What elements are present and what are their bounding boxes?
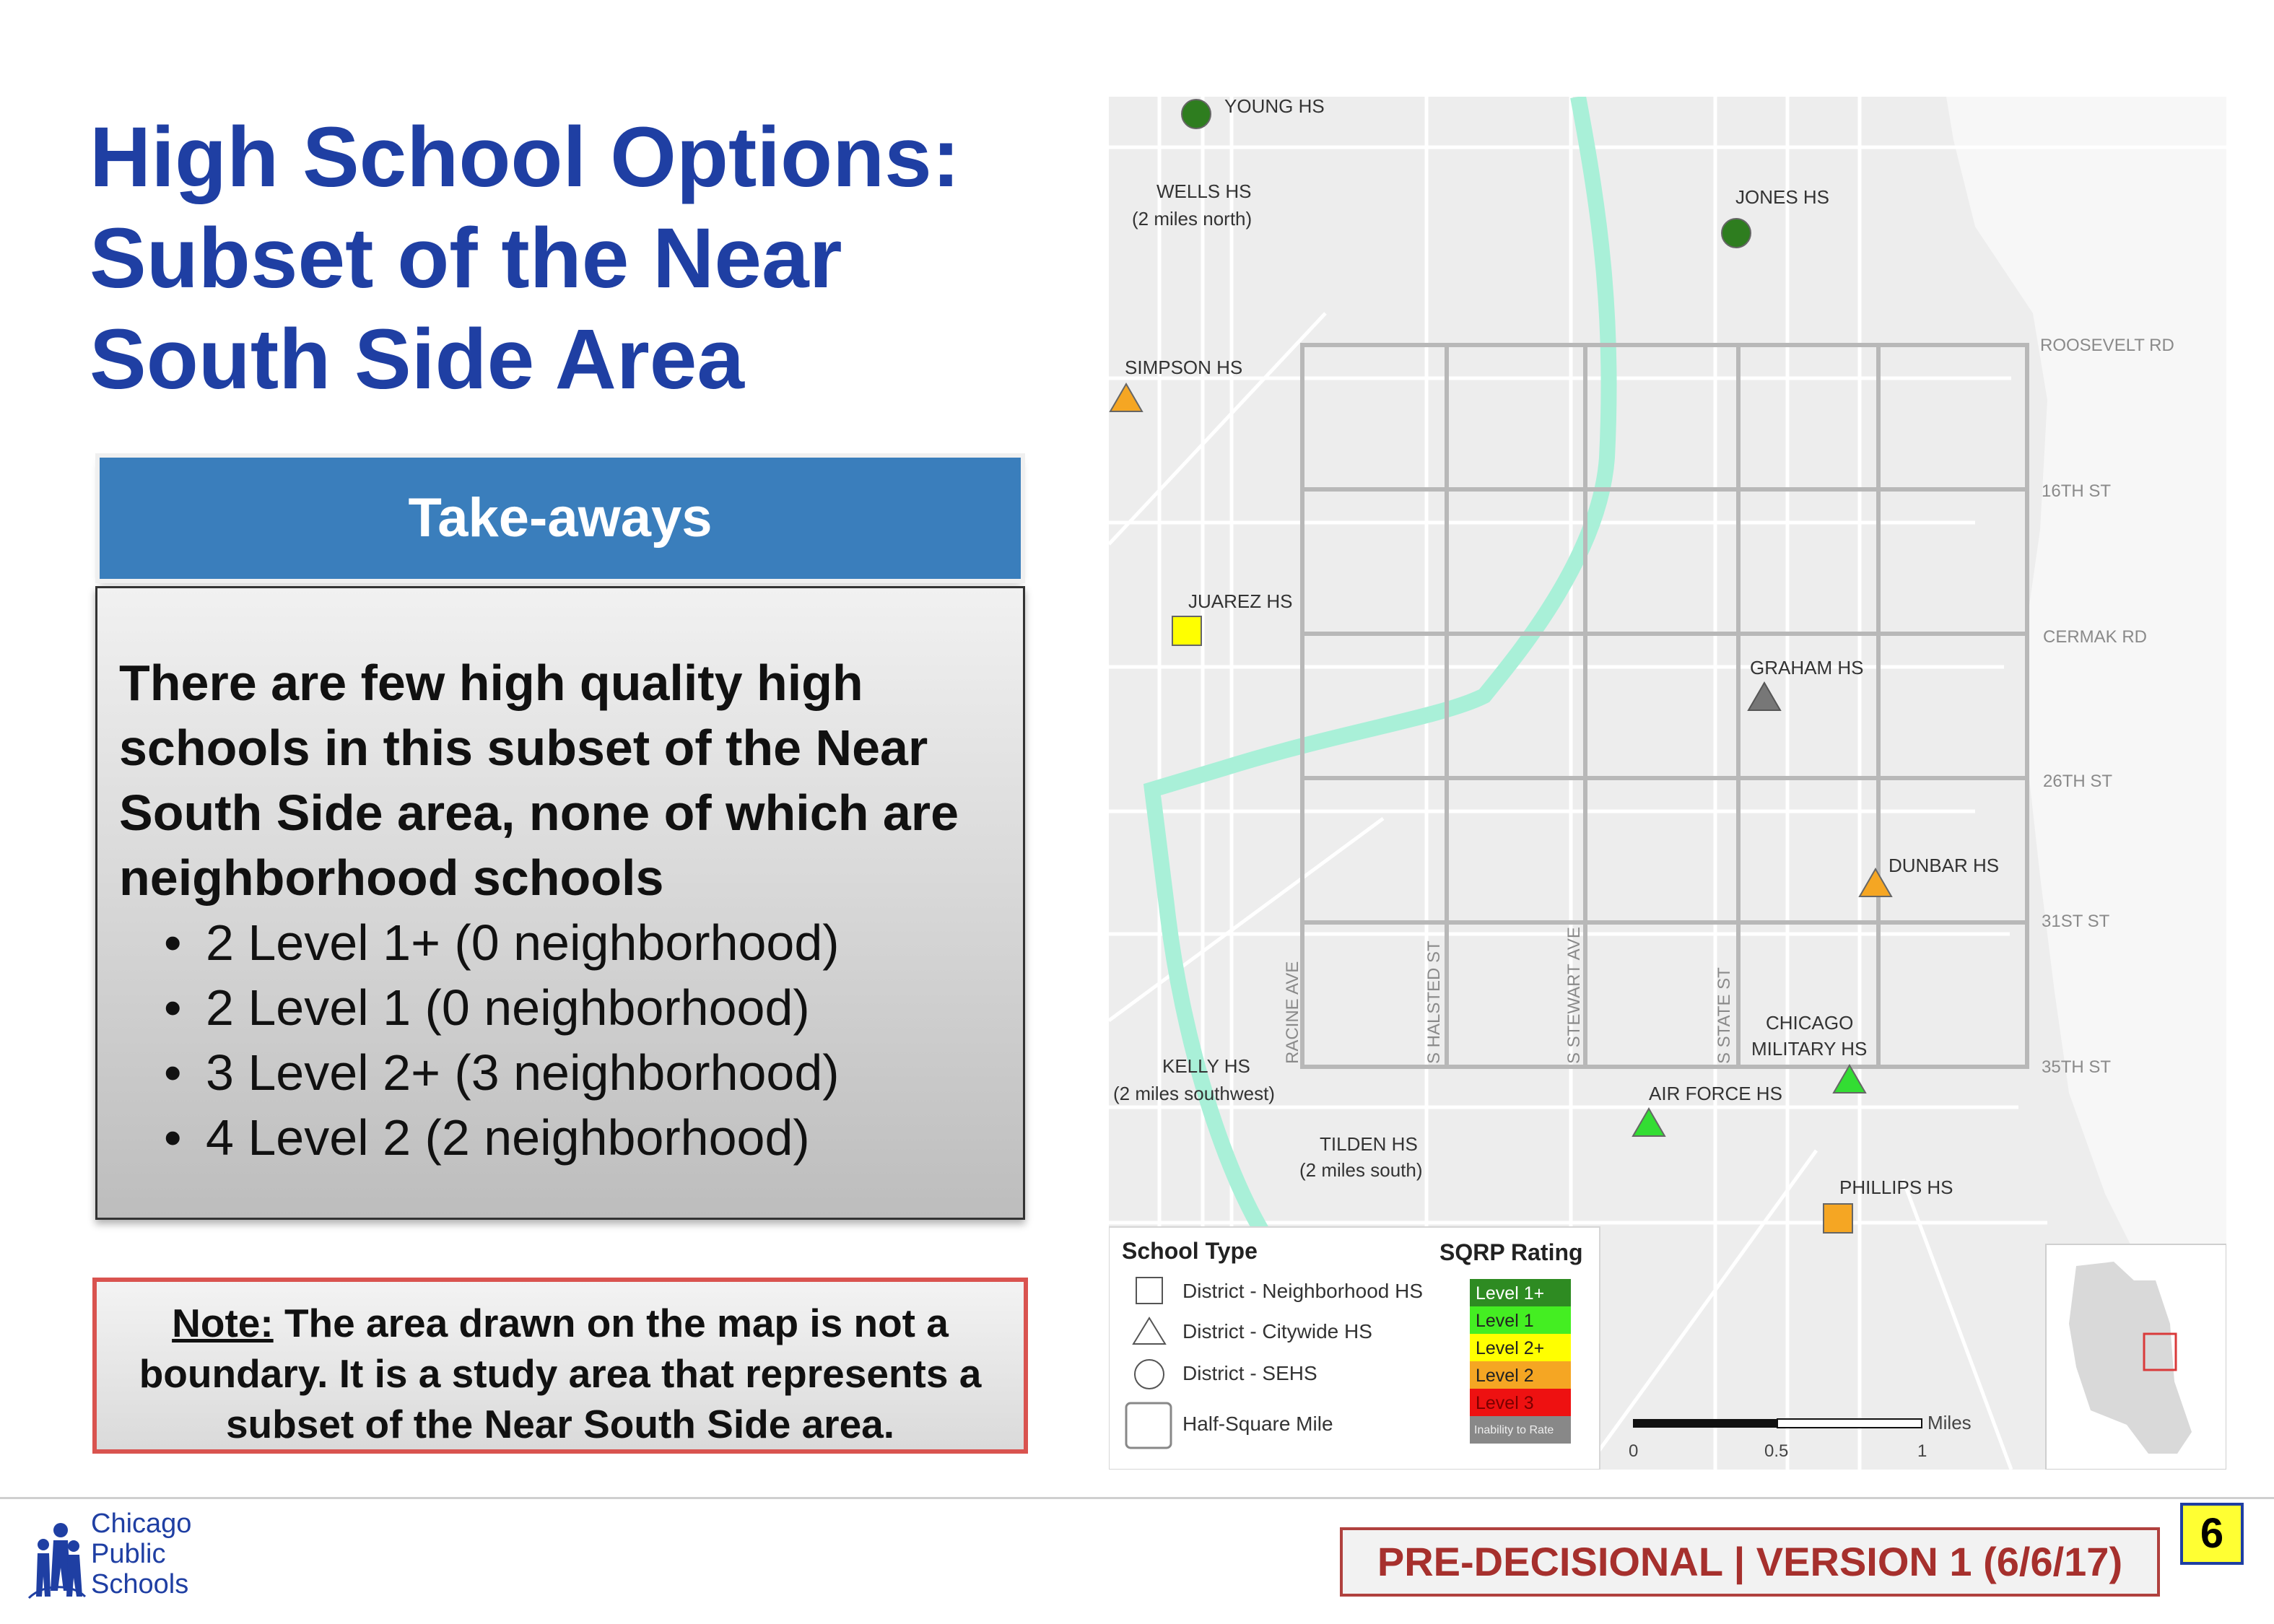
school-label: AIR FORCE HS xyxy=(1649,1083,1782,1104)
scale-bar-dark xyxy=(1633,1419,1777,1428)
legend-type-item: Half-Square Mile xyxy=(1182,1413,1333,1435)
school-label: SIMPSON HS xyxy=(1125,357,1243,378)
rating-label: Level 1 xyxy=(1476,1311,1534,1331)
takeaways-list xyxy=(119,910,1023,1170)
takeaways-bullet: • 4 Level 2 (2 neighborhood) xyxy=(164,1109,810,1166)
school-label: (2 miles south) xyxy=(1299,1159,1423,1181)
page-title xyxy=(90,107,1028,410)
street-label: 16TH ST xyxy=(2042,481,2112,501)
neighborhood-marker xyxy=(1824,1204,1852,1233)
title-line-1: High School Options: xyxy=(90,110,961,205)
school-label: JONES HS xyxy=(1735,186,1830,208)
study-area-map xyxy=(1109,97,2226,1470)
scale-tick: 0 xyxy=(1629,1441,1639,1461)
sehs-marker xyxy=(1722,219,1751,248)
scale-bar-light xyxy=(1777,1419,1922,1428)
takeaways-bullet: • 2 Level 1 (0 neighborhood) xyxy=(164,979,810,1036)
legend-rating-title: SQRP Rating xyxy=(1439,1239,1583,1265)
rating-swatches xyxy=(1470,1279,1571,1444)
street-label: 35TH ST xyxy=(2042,1057,2112,1077)
school-label: MILITARY HS xyxy=(1751,1038,1868,1060)
takeaways-box xyxy=(95,586,1025,1220)
school-label: JUAREZ HS xyxy=(1188,590,1293,612)
street-label: S STEWART AVE xyxy=(1564,927,1584,1064)
legend-type-item: District - Neighborhood HS xyxy=(1182,1280,1424,1302)
school-label: (2 miles southwest) xyxy=(1113,1083,1275,1104)
takeaways-bullet: • 3 Level 2+ (3 neighborhood) xyxy=(164,1044,840,1101)
legend-type-title: School Type xyxy=(1122,1238,1258,1264)
school-label: CHICAGO xyxy=(1766,1012,1854,1034)
school-label: TILDEN HS xyxy=(1320,1133,1418,1155)
sehs-marker xyxy=(1182,100,1211,128)
school-label: DUNBAR HS xyxy=(1889,855,2000,876)
note-label: Note: xyxy=(172,1301,274,1345)
rating-label: Level 2 xyxy=(1476,1366,1534,1386)
footer-divider xyxy=(0,1497,2274,1499)
title-line-2: Subset of the Near xyxy=(90,211,842,306)
street-label: 31ST ST xyxy=(2042,912,2110,931)
street-label: CERMAK RD xyxy=(2043,627,2148,647)
legend-type-item: District - Citywide HS xyxy=(1182,1320,1372,1343)
scale-unit: Miles xyxy=(1927,1412,1972,1433)
locator-inset-map xyxy=(2046,1244,2226,1470)
scale-tick: 0.5 xyxy=(1764,1441,1789,1461)
school-label: PHILLIPS HS xyxy=(1839,1176,1953,1198)
street-label: ROOSEVELT RD xyxy=(2040,336,2174,355)
rating-label: Level 2+ xyxy=(1476,1338,1545,1358)
street-label: S STATE ST xyxy=(1715,967,1734,1064)
legend-type-item: District - SEHS xyxy=(1182,1362,1317,1384)
school-label: KELLY HS xyxy=(1162,1055,1250,1077)
note-box xyxy=(92,1278,1028,1454)
street-label: S HALSTED ST xyxy=(1424,940,1444,1064)
school-label: YOUNG HS xyxy=(1224,97,1325,117)
school-label: (2 miles north) xyxy=(1132,208,1253,230)
family-logo-icon xyxy=(22,1511,87,1605)
note-text: The area drawn on the map is not a boundary. It is a study area that represents a subset of the Near South Side area. xyxy=(139,1301,982,1446)
takeaways-bullet: • 2 Level 1+ (0 neighborhood) xyxy=(164,914,840,971)
rating-label: Level 1+ xyxy=(1476,1283,1545,1304)
map-legend xyxy=(1109,1227,1600,1470)
title-line-3: South Side Area xyxy=(90,312,745,407)
rating-label: Level 3 xyxy=(1476,1393,1534,1413)
rating-label: Inability to Rate xyxy=(1474,1424,1554,1436)
takeaways-lead: There are few high quality high schools in this subset of the Near South Side area, none of which are neighborhood schools xyxy=(119,655,959,906)
page-number: 6 xyxy=(2180,1503,2244,1565)
cps-logo xyxy=(22,1509,195,1610)
school-label: WELLS HS xyxy=(1156,180,1252,202)
version-banner: PRE-DECISIONAL | VERSION 1 (6/6/17) xyxy=(1340,1527,2160,1597)
logo-text: Chicago Public Schools xyxy=(91,1509,192,1599)
street-label: 26TH ST xyxy=(2043,772,2113,791)
street-label: RACINE AVE xyxy=(1283,961,1302,1064)
school-label: GRAHAM HS xyxy=(1750,657,1864,678)
scale-tick: 1 xyxy=(1917,1441,1927,1461)
neighborhood-marker xyxy=(1172,616,1201,645)
takeaways-header: Take-aways xyxy=(100,458,1021,579)
